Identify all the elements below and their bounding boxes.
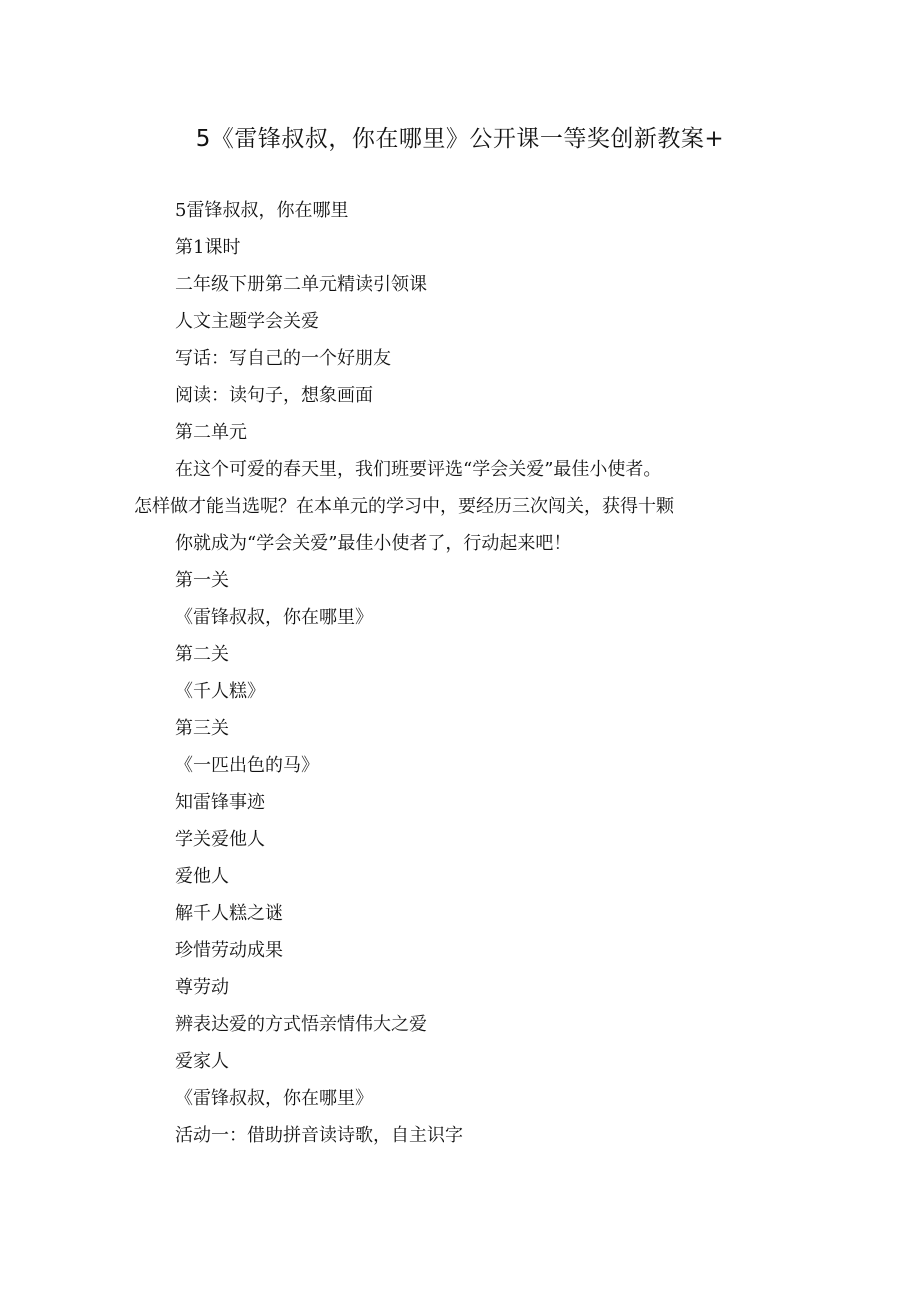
intro-paragraph-line-2: 怎样做才能当选呢？在本单元的学习中，要经历三次闯关，获得十颗 (134, 496, 674, 517)
level-two-heading: 第二关 (175, 644, 229, 665)
theme-line: 人文主题学会关爱 (175, 311, 319, 332)
level-three-text: 《一匹出色的马》 (175, 755, 319, 776)
level-one-heading: 第一关 (175, 570, 229, 591)
goal-line-7: 辨表达爱的方式悟亲情伟大之爱 (175, 1014, 427, 1035)
writing-line: 写话：写自己的一个好朋友 (175, 348, 391, 369)
lesson-heading: 5雷锋叔叔，你在哪里 (175, 200, 349, 221)
grade-unit-line: 二年级下册第二单元精读引领课 (175, 274, 427, 295)
activity-one-line: 活动一：借助拼音读诗歌，自主识字 (175, 1125, 463, 1146)
goal-line-6: 尊劳动 (175, 977, 229, 998)
level-one-text: 《雷锋叔叔，你在哪里》 (175, 607, 373, 628)
document-title: 5《雷锋叔叔，你在哪里》公开课一等奖创新教案+ (195, 126, 725, 152)
level-two-text: 《千人糕》 (175, 681, 265, 702)
goal-line-4: 解千人糕之谜 (175, 903, 283, 924)
goal-line-1: 知雷锋事迹 (175, 792, 265, 813)
intro-paragraph-line-3: 你就成为“学会关爱”最佳小使者了，行动起来吧！ (175, 533, 572, 554)
intro-paragraph-line-1: 在这个可爱的春天里，我们班要评选“学会关爱”最佳小使者。 (175, 459, 662, 480)
goal-line-8: 爱家人 (175, 1051, 229, 1072)
goal-line-2: 学关爱他人 (175, 829, 265, 850)
lesson-period: 第1课时 (175, 237, 241, 258)
unit-heading: 第二单元 (175, 422, 247, 443)
reading-line: 阅读：读句子，想象画面 (175, 385, 373, 406)
lesson-title-line: 《雷锋叔叔，你在哪里》 (175, 1088, 373, 1109)
level-three-heading: 第三关 (175, 718, 229, 739)
goal-line-5: 珍惜劳动成果 (175, 940, 283, 961)
goal-line-3: 爱他人 (175, 866, 229, 887)
